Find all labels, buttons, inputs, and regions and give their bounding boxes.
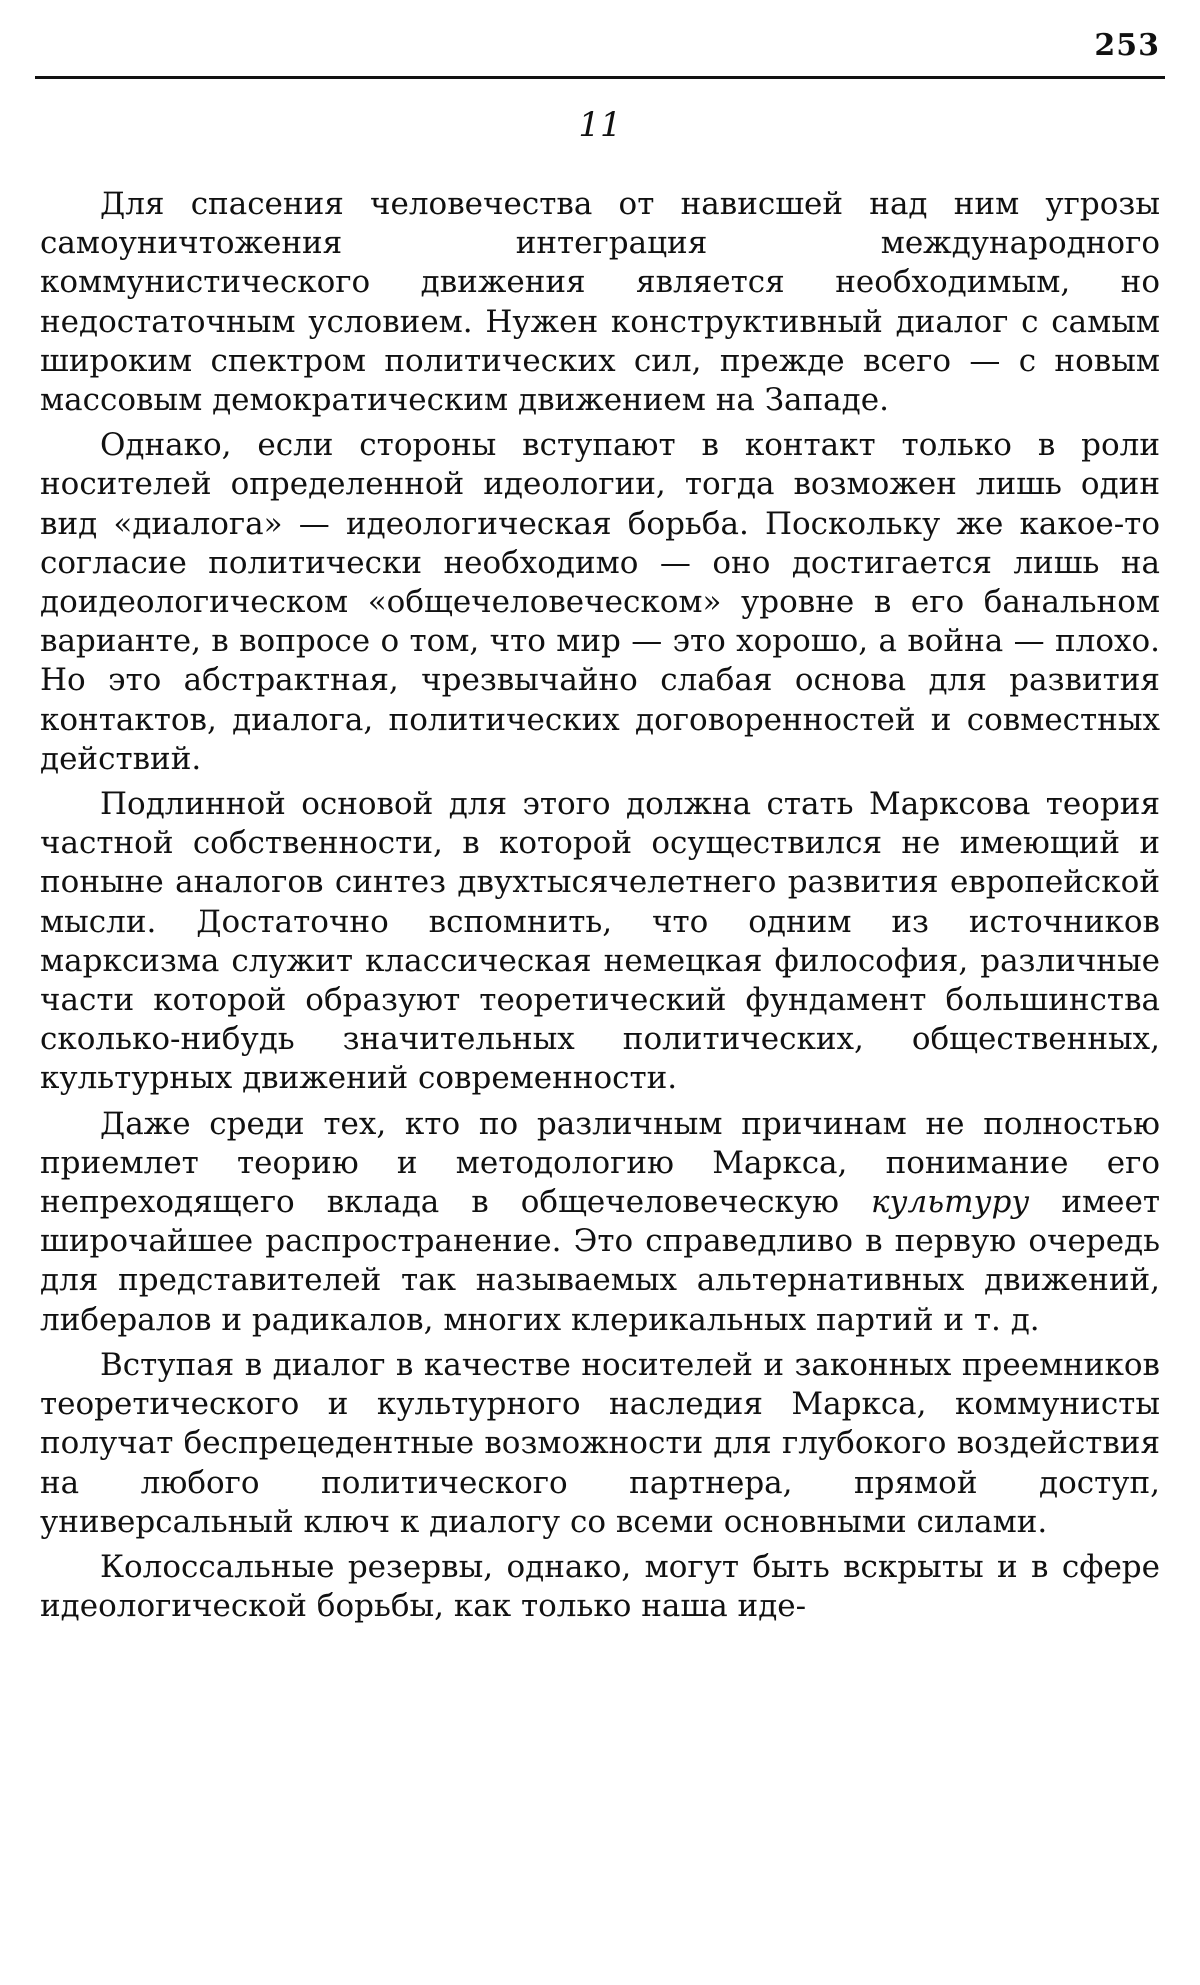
header-rule: [35, 76, 1165, 79]
paragraph-4-before: Даже среди тех, кто по различным причинам не полностью приемлет теорию и методологию Маркса, понимание его непреходящего вклада в общечеловеческую: [40, 1105, 1160, 1221]
paragraph-1: Для спасения человечества от нависшей над ним угрозы самоуничтожения интеграция международного коммунистического движения является необходимым, но недостаточным условием. Нужен конструктивный диалог с самым широким спектром политических сил, прежде всего — с новым массовым демократическим движением на Западе.: [40, 186, 1160, 419]
paragraph-6: Колоссальные резервы, однако, могут быть вскрыты и в сфере идеологической борьбы, как только наша иде-: [40, 1548, 1160, 1625]
paragraph-5: Вступая в диалог в качестве носителей и законных преемников теоретического и культурного наследия Маркса, коммунисты получат беспрецедентные возможности для глубокого воздействия на любого политического партнера, прямой доступ, универсальный ключ к диалогу со всеми основными силами.: [40, 1346, 1160, 1540]
body-text: [40, 185, 1160, 1632]
paragraph-3: Подлинной основой для этого должна стать Марксова теория частной собственности, в которой осуществился не имеющий и поныне аналогов синтез двухтысячелетнего развития европейской мысли. Достаточно вспомнить, что одним из источников марксизма служит классическая немецкая философия, различные части которой образуют теоретический фундамент большинства сколько-нибудь значительных политических, общественных, культурных движений современности.: [40, 786, 1160, 1097]
section-number: 11: [578, 105, 622, 145]
paragraph-4-after: имеет широчайшее распространение. Это справедливо в первую очередь для представителей так называемых альтернативных движений, либералов и радикалов, многих клерикальных партий и т. д.: [40, 1184, 1160, 1338]
emphasis-culture: культуру: [871, 1184, 1030, 1221]
paragraph-4: [40, 1105, 1160, 1340]
page-number: 253: [1094, 28, 1160, 63]
paragraph-2: Однако, если стороны вступают в контакт только в роли носителей определенной идеологии, тогда возможен лишь один вид «диалога» — идеологическая борьба. Поскольку же какое-то согласие политически необходимо — оно достигается лишь на доидеологическом «общечеловеческом» уровне в его банальном варианте, в вопросе о том, что мир — это хорошо, а война — плохо. Но это абстрактная, чрезвычайно слабая основа для развития контактов, диалога, политических договоренностей и совместных действий.: [40, 427, 1160, 777]
